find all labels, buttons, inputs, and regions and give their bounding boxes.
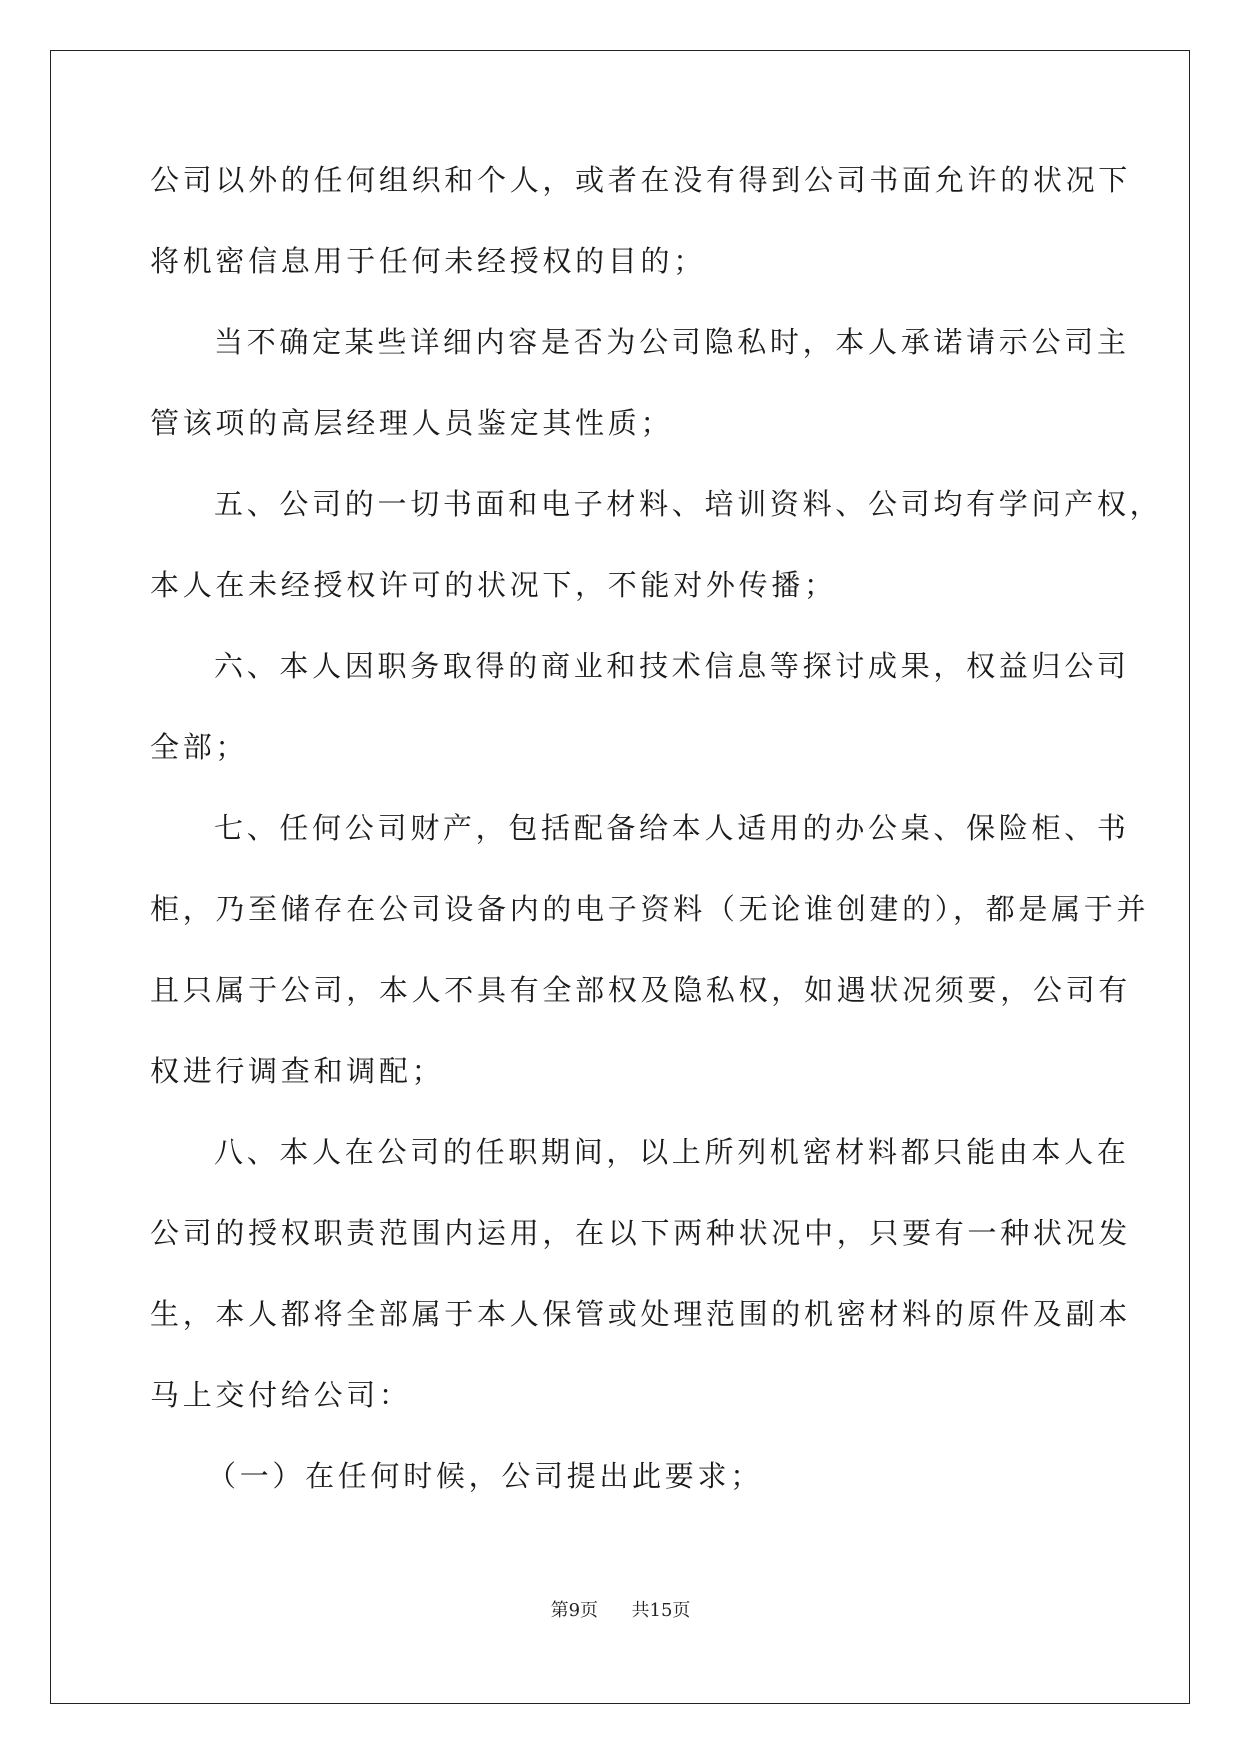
paragraph-line: 全部；: [150, 730, 249, 764]
paragraph-line: 五、公司的一切书面和电子材料、培训资料、公司均有学问产权，: [214, 487, 1163, 521]
paragraph-line: 管该项的高层经理人员鉴定其性质；: [150, 406, 674, 440]
paragraph-line: 柜，乃至储存在公司设备内的电子资料（无论谁创建的），都是属于并: [150, 892, 1150, 926]
paragraph-line: 马上交付给公司：: [150, 1378, 412, 1412]
document-body: [150, 160, 1163, 1496]
paragraph-line: 生，本人都将全部属于本人保管或处理范围的机密材料的原件及副本: [150, 1297, 1132, 1331]
paragraph-line: 八、本人在公司的任职期间，以上所列机密材料都只能由本人在: [214, 1135, 1130, 1169]
paragraph-line: 本人在未经授权许可的状况下，不能对外传播；: [150, 568, 837, 602]
paragraph-line: 当不确定某些详细内容是否为公司隐私时，本人承诺请示公司主: [214, 325, 1130, 359]
paragraph-line: 将机密信息用于任何未经授权的目的；: [150, 244, 706, 278]
paragraph-line: （一）在任何时候，公司提出此要求；: [207, 1459, 763, 1493]
paragraph-line: 公司以外的任何组织和个人，或者在没有得到公司书面允许的状况下: [150, 163, 1132, 197]
page-number-total: 共15页: [631, 1600, 691, 1621]
paragraph-line: 七、任何公司财产，包括配备给本人适用的办公桌、保险柜、书: [214, 811, 1130, 845]
paragraph-line: 且只属于公司，本人不具有全部权及隐私权，如遇状况须要，公司有: [150, 973, 1132, 1007]
page-number-current: 第9页: [550, 1600, 599, 1621]
paragraph-line: 权进行调查和调配；: [150, 1054, 445, 1088]
paragraph-line: 公司的授权职责范围内运用，在以下两种状况中，只要有一种状况发: [150, 1216, 1132, 1250]
paragraph-line: 六、本人因职务取得的商业和技术信息等探讨成果，权益归公司: [214, 649, 1130, 683]
page-footer: [0, 1596, 1241, 1622]
